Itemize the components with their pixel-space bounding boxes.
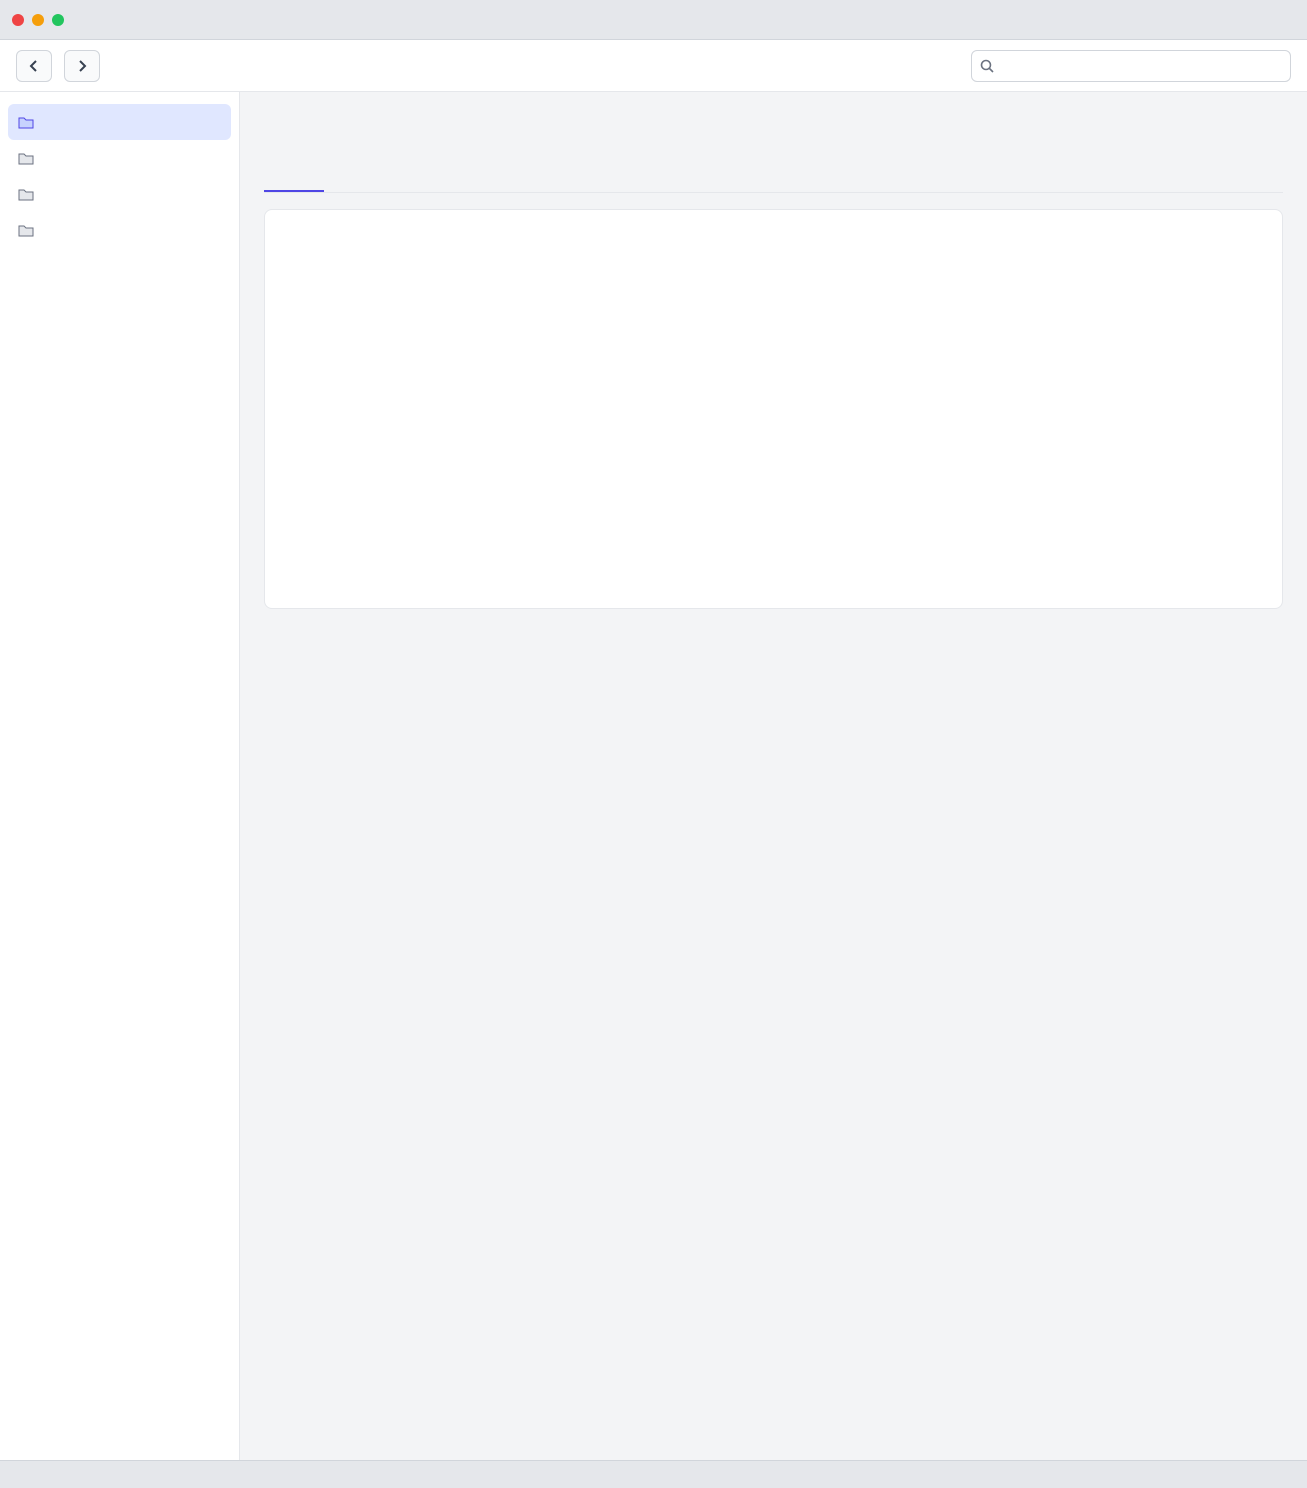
title-bar (0, 0, 1307, 40)
search-box[interactable] (971, 50, 1291, 82)
sidebar-item-0[interactable] (8, 104, 231, 140)
folder-icon (18, 150, 34, 166)
content-area (0, 92, 1307, 1460)
toolbar (0, 40, 1307, 92)
search-input[interactable] (1000, 58, 1282, 73)
main-panel (240, 92, 1307, 1460)
close-window-button[interactable] (12, 14, 24, 26)
folder-icon (18, 222, 34, 238)
status-bar (0, 1460, 1307, 1488)
page-title (264, 112, 1283, 140)
sidebar-item-1[interactable] (8, 140, 231, 176)
minimize-window-button[interactable] (32, 14, 44, 26)
sidebar-item-3[interactable] (8, 212, 231, 248)
tab-1[interactable] (328, 156, 388, 192)
search-icon (980, 59, 994, 73)
folder-icon (18, 114, 34, 130)
chevron-right-icon (75, 59, 89, 73)
content-panel (264, 209, 1283, 609)
sidebar (0, 92, 240, 1460)
forward-button[interactable] (64, 50, 100, 82)
panel-text (281, 226, 1266, 246)
back-button[interactable] (16, 50, 52, 82)
tab-bar (264, 156, 1283, 193)
folder-icon (18, 186, 34, 202)
sidebar-item-2[interactable] (8, 176, 231, 212)
tab-2[interactable] (392, 156, 452, 192)
tab-0[interactable] (264, 156, 324, 192)
maximize-window-button[interactable] (52, 14, 64, 26)
chevron-left-icon (27, 59, 41, 73)
